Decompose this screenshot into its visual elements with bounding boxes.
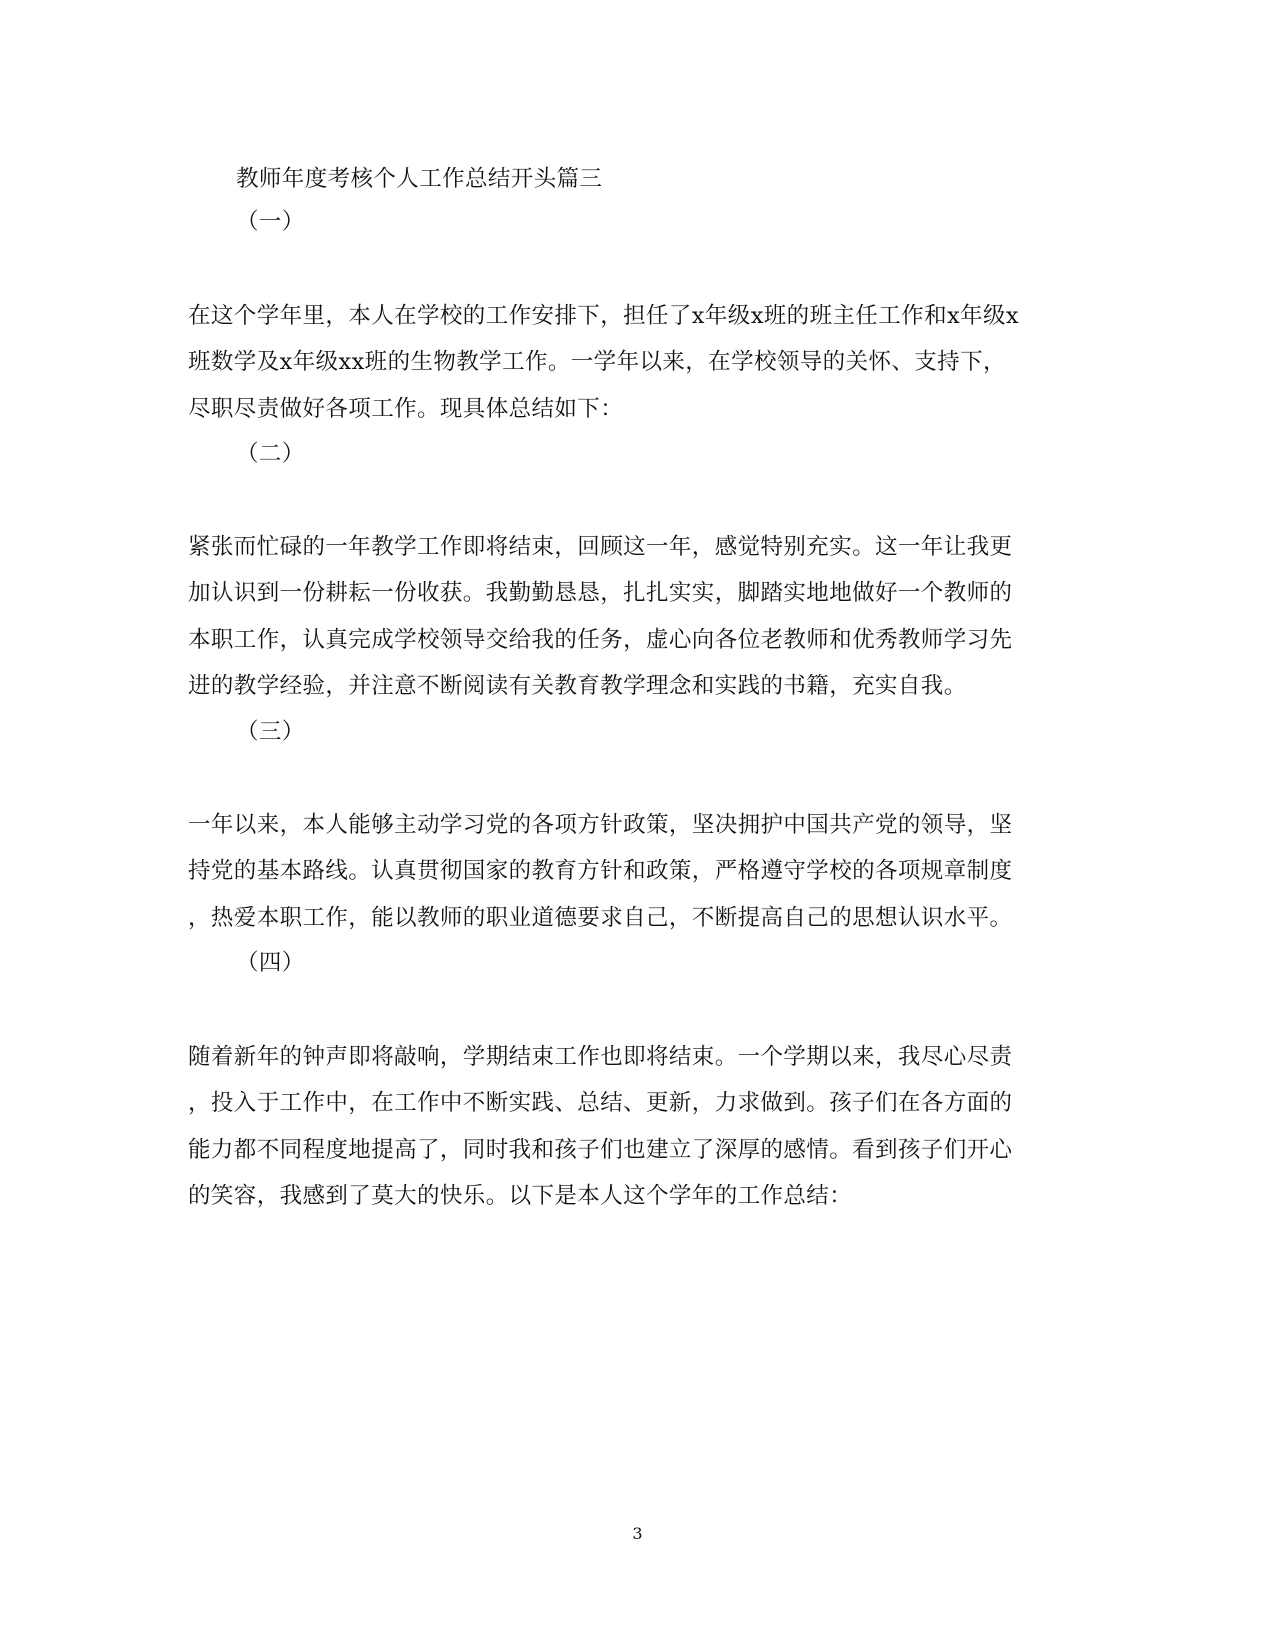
paragraph-line: 能力都不同程度地提高了，同时我和孩子们也建立了深厚的感情。看到孩子们开心 — [188, 1137, 1013, 1163]
section-marker-3: （三） — [236, 719, 305, 745]
paragraph-line: 班数学及x年级xx班的生物教学工作。一学年以来，在学校领导的关怀、支持下， — [188, 349, 1006, 375]
paragraph-line: 的笑容，我感到了莫大的快乐。以下是本人这个学年的工作总结： — [188, 1183, 853, 1209]
page-number: 3 — [632, 1524, 643, 1543]
paragraph-line: ，投入于工作中，在工作中不断实践、总结、更新，力求做到。孩子们在各方面的 — [188, 1090, 1013, 1116]
paragraph-line: ，热爱本职工作，能以教师的职业道德要求自己，不断提高自己的思想认识水平。 — [188, 905, 1013, 931]
paragraph-line: 持党的基本路线。认真贯彻国家的教育方针和政策，严格遵守学校的各项规章制度 — [188, 858, 1013, 884]
paragraph-line: 本职工作，认真完成学校领导交给我的任务，虚心向各位老教师和优秀教师学习先 — [188, 627, 1013, 653]
section-marker-2: （二） — [236, 441, 305, 467]
document-title: 教师年度考核个人工作总结开头篇三 — [236, 166, 603, 192]
paragraph-line: 紧张而忙碌的一年教学工作即将结束，回顾这一年，感觉特别充实。这一年让我更 — [188, 534, 1013, 560]
paragraph-line: 尽职尽责做好各项工作。现具体总结如下： — [188, 396, 624, 422]
paragraph-line: 加认识到一份耕耘一份收获。我勤勤恳恳，扎扎实实，脚踏实地地做好一个教师的 — [188, 580, 1013, 606]
paragraph-line: 进的教学经验，并注意不断阅读有关教育教学理念和实践的书籍，充实自我。 — [188, 673, 967, 699]
paragraph-line: 随着新年的钟声即将敲响，学期结束工作也即将结束。一个学期以来，我尽心尽责 — [188, 1044, 1013, 1070]
section-marker-4: （四） — [236, 950, 305, 976]
paragraph-line: 一年以来，本人能够主动学习党的各项方针政策，坚决拥护中国共产党的领导，坚 — [188, 812, 1013, 838]
paragraph-line: 在这个学年里，本人在学校的工作安排下，担任了x年级x班的班主任工作和x年级x — [188, 303, 1019, 329]
section-marker-1: （一） — [236, 209, 305, 235]
